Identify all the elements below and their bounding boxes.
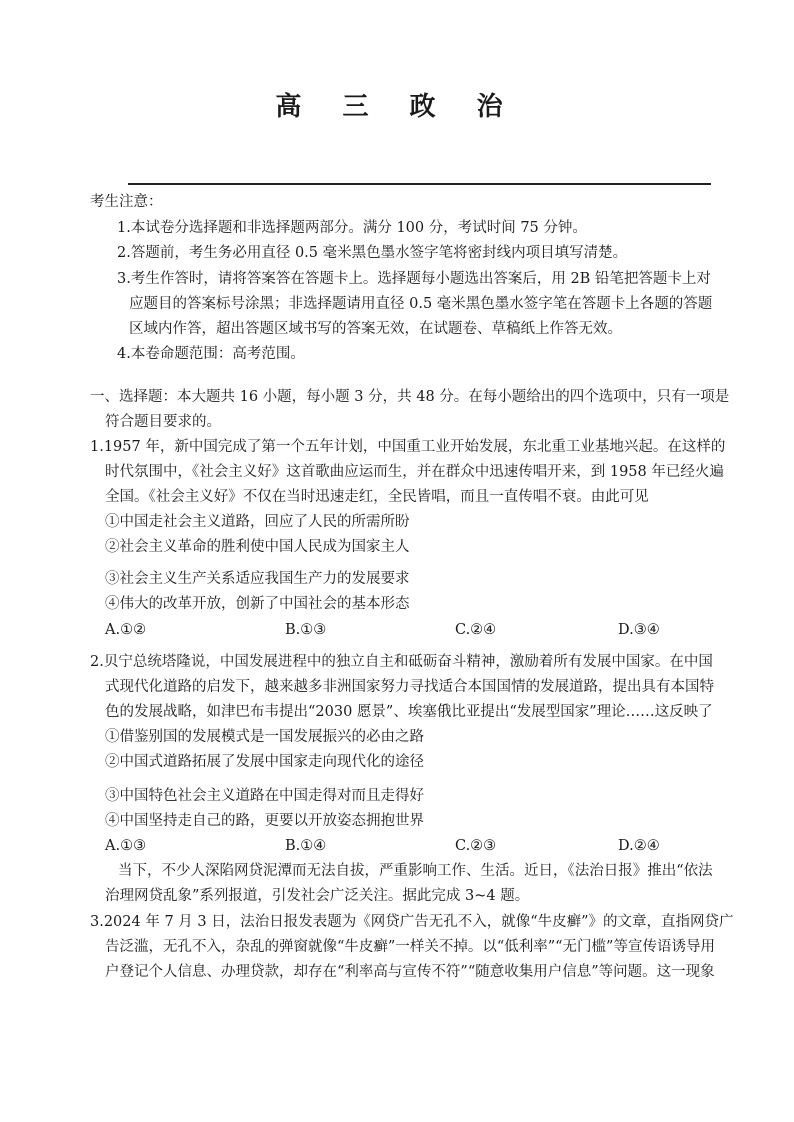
q2-statement: ①借鉴别国的发展模式是一国发展振兴的必由之路 <box>105 729 424 745</box>
q1-option-a[interactable]: A.①② <box>105 622 147 638</box>
q2-option-b[interactable]: B.①④ <box>285 838 327 854</box>
material-text: 治理网贷乱象”系列报道，引发社会广泛关注。据此完成 3~4 题。 <box>105 888 530 904</box>
notice-item: 1.本试卷分选择题和非选择题两部分。满分 100 分，考试时间 75 分钟。 <box>117 220 587 236</box>
q1-stem: 1.1957 年，新中国完成了第一个五年计划，中国重工业开始发展，东北重工业基地兴起。在这样的 <box>90 439 726 455</box>
q2-stem: 色的发展战略，如津巴布韦提出“2030 愿景”、埃塞俄比亚提出“发展型国家”理论……这反映了 <box>105 704 713 720</box>
q3-stem: 户登记个人信息、办理贷款，却存在“利率高与宣传不符”“随意收集用户信息”等问题。这一现象 <box>105 964 715 980</box>
q1-option-c[interactable]: C.②④ <box>455 622 497 638</box>
q1-statement: ①中国走社会主义道路，回应了人民的所需所盼 <box>105 514 410 530</box>
notice-heading: 考生注意： <box>90 194 163 210</box>
notice-item: 2.答题前，考生务必用直径 0.5 毫米黑色墨水签字笔将密封线内项目填写清楚。 <box>117 245 628 261</box>
page-title: 高 三 政 治 <box>275 92 519 122</box>
notice-item: 区域内作答，超出答题区域书写的答案无效，在试题卷、草稿纸上作答无效。 <box>129 321 622 337</box>
material-text: 当下，不少人深陷网贷泥潭而无法自拔，严重影响工作、生活。近日，《法治日报》推出“依法 <box>118 863 713 879</box>
q1-statement: ④伟大的改革开放，创新了中国社会的基本形态 <box>105 596 410 612</box>
q2-stem: 2.贝宁总统塔隆说，中国发展进程中的独立自主和砥砺奋斗精神，激励着所有发展中国家。在中国 <box>90 654 713 670</box>
q2-statement: ③中国特色社会主义道路在中国走得对而且走得好 <box>105 788 424 804</box>
q3-stem: 告泛滥，无孔不入，杂乱的弹窗就像“牛皮癣”一样关不掉。以“低利率”“无门槛”等宣传语诱导用 <box>105 939 715 955</box>
notice-item: 4.本卷命题范围：高考范围。 <box>117 346 305 362</box>
q2-statement: ②中国式道路拓展了发展中国家走向现代化的途径 <box>105 754 424 770</box>
q1-stem: 全国。《社会主义好》不仅在当时迅速走红，全民皆唱，而且一直传唱不衰。由此可见 <box>105 489 649 505</box>
q2-option-d[interactable]: D.②④ <box>618 838 660 854</box>
q2-statement: ④中国坚持走自己的路，更要以开放姿态拥抱世界 <box>105 813 424 829</box>
q1-option-b[interactable]: B.①③ <box>285 622 327 638</box>
q2-option-a[interactable]: A.①③ <box>105 838 147 854</box>
q2-option-c[interactable]: C.②③ <box>455 838 497 854</box>
q1-stem: 时代氛围中，《社会主义好》这首歌曲应运而生，并在群众中迅速传唱开来，到 1958 年已经火遍 <box>105 464 724 480</box>
notice-item: 3.考生作答时，请将答案答在答题卡上。选择题每小题选出答案后，用 2B 铅笔把答题卡上对 <box>117 271 711 287</box>
title-divider <box>128 183 711 185</box>
q1-option-d[interactable]: D.③④ <box>618 622 660 638</box>
q1-statement: ③社会主义生产关系适应我国生产力的发展要求 <box>105 571 410 587</box>
notice-item: 应题目的答案标号涂黑；非选择题请用直径 0.5 毫米黑色墨水签字笔在答题卡上各题的答题 <box>129 296 713 312</box>
q3-stem: 3.2024 年 7 月 3 日，法治日报发表题为《网贷广告无孔不入，就像“牛皮癣”》的文章，直指网贷广 <box>90 914 734 930</box>
q2-stem: 式现代化道路的启发下，越来越多非洲国家努力寻找适合本国国情的发展道路，提出具有本国特 <box>105 679 714 695</box>
section-heading: 一、选择题：本大题共 16 小题，每小题 3 分，共 48 分。在每小题给出的四个选项中，只有一项是 <box>90 389 730 405</box>
section-heading-cont: 符合题目要求的。 <box>105 414 221 430</box>
q1-statement: ②社会主义革命的胜利使中国人民成为国家主人 <box>105 539 410 555</box>
